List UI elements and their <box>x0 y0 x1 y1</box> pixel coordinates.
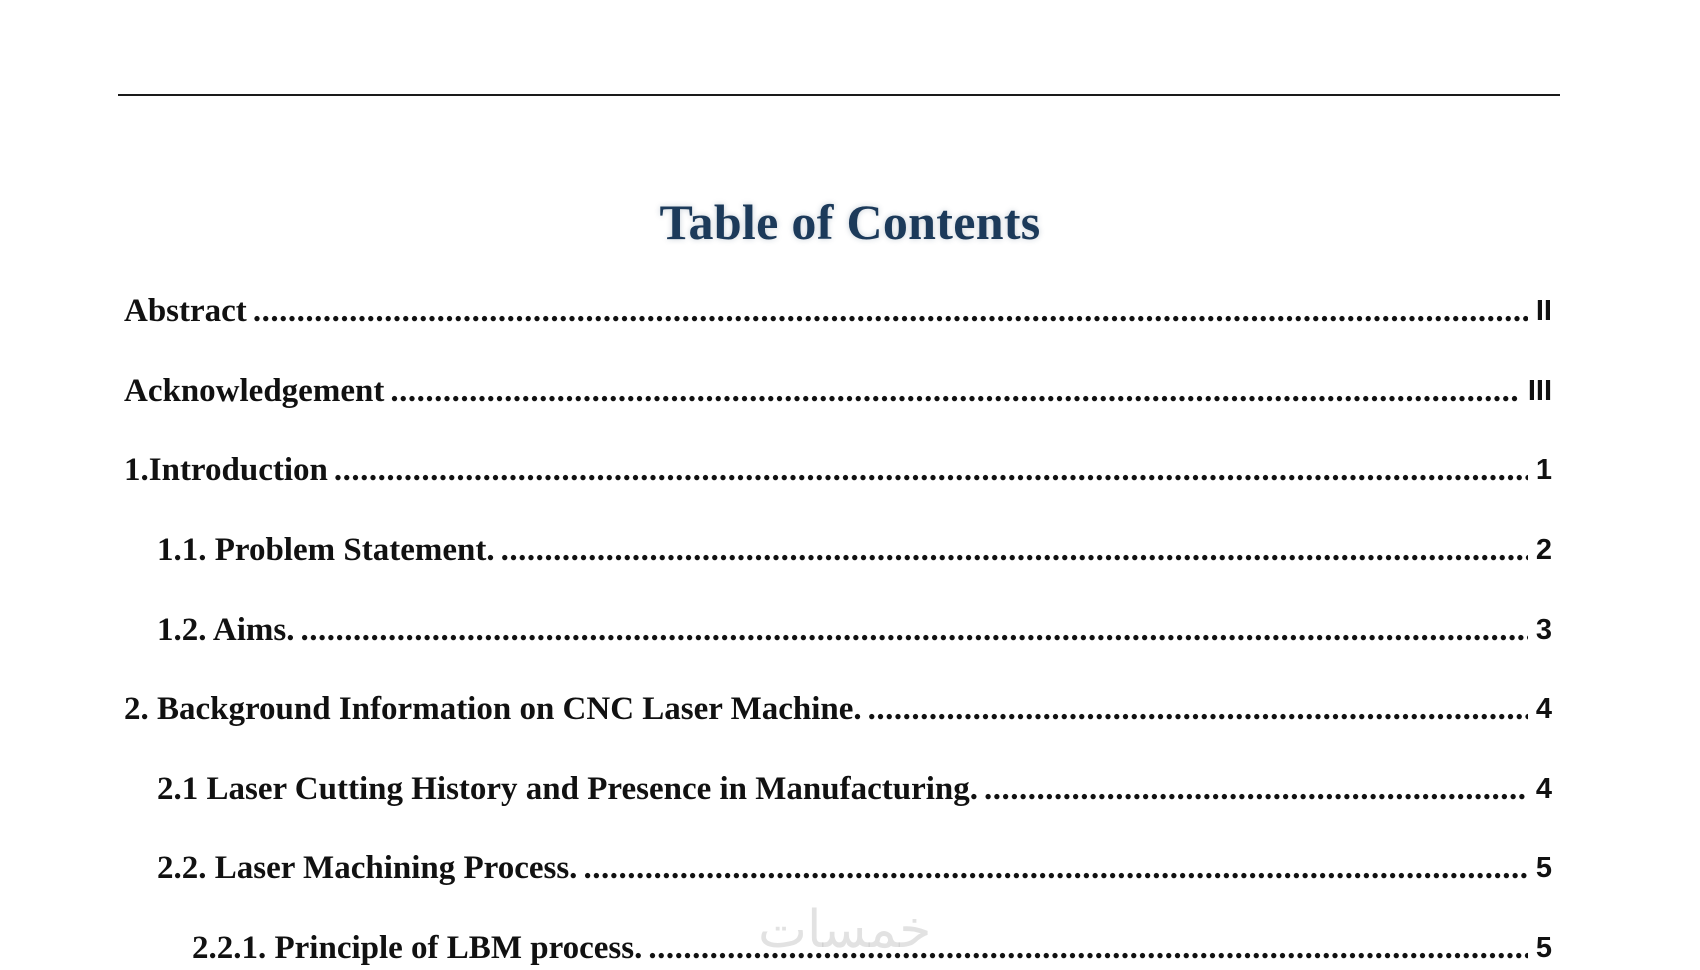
toc-entry-laser-cutting-history[interactable] <box>157 765 1552 809</box>
toc-entry-page-number: 3 <box>1535 614 1552 646</box>
toc-entry-page-number: 5 <box>1535 852 1552 884</box>
dot-leader <box>334 450 1528 490</box>
dot-leader <box>583 848 1527 888</box>
toc-entry-label: Abstract <box>124 293 247 329</box>
dot-leader <box>868 689 1528 729</box>
dot-leader <box>301 610 1528 650</box>
page-title: Table of Contents <box>659 193 1041 250</box>
toc-entry-page-number: II <box>1535 295 1552 327</box>
toc-entry-label: 2.2. Laser Machining Process. <box>157 850 578 886</box>
watermark: خمسات <box>758 900 932 960</box>
toc-entry-label: 1.Introduction <box>124 452 328 488</box>
toc-entry-page-number: 1 <box>1535 454 1552 486</box>
toc-entry-label: 2. Background Information on CNC Laser Machine. <box>124 691 862 727</box>
toc-entry-introduction[interactable] <box>124 446 1552 490</box>
dot-leader <box>390 371 1520 411</box>
dot-leader <box>648 928 1528 968</box>
toc-entry-aims[interactable] <box>157 606 1552 650</box>
toc-entry-problem-statement[interactable] <box>157 526 1552 570</box>
dot-leader <box>501 530 1528 570</box>
toc-entry-label: 2.2.1. Principle of LBM process. <box>192 930 643 966</box>
toc-entry-page-number: III <box>1527 375 1552 407</box>
dot-leader <box>984 769 1528 809</box>
dot-leader <box>253 291 1528 331</box>
toc-entry-page-number: 2 <box>1535 534 1552 566</box>
toc-entry-laser-machining-process[interactable] <box>157 844 1552 888</box>
toc-entry-label: 1.1. Problem Statement. <box>157 532 495 568</box>
toc-entry-page-number: 4 <box>1535 773 1552 805</box>
toc-entry-page-number: 4 <box>1535 693 1552 725</box>
toc-entry-principle-of-lbm[interactable] <box>192 924 1552 968</box>
toc-entry-page-number: 5 <box>1535 932 1552 964</box>
toc-entry-label: 1.2. Aims. <box>157 612 295 648</box>
toc-entry-label: Acknowledgement <box>124 373 385 409</box>
toc-entry-abstract[interactable] <box>124 287 1552 331</box>
toc-entry-label: 2.1 Laser Cutting History and Presence in Manufacturing. <box>157 771 979 807</box>
toc-entry-background-information[interactable] <box>124 685 1552 729</box>
toc-entry-acknowledgement[interactable] <box>124 367 1552 411</box>
